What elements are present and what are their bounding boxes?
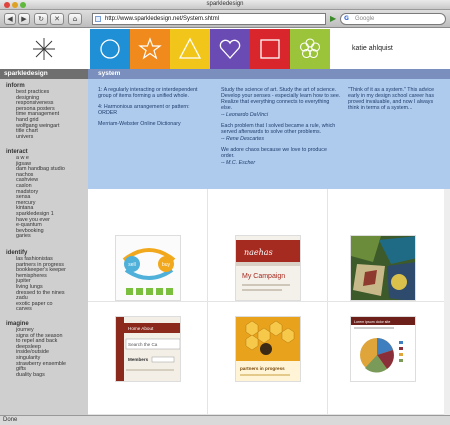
definition-2: 4: Harmonious arrangement or pattern: ORDER xyxy=(98,104,190,116)
cms-search-label: Search the Ca xyxy=(128,342,158,347)
flower-icon xyxy=(298,37,322,61)
stop-button[interactable]: ✕ xyxy=(50,13,64,25)
sidebar-link[interactable]: responsiveness xyxy=(16,100,54,107)
quote-descartes-author: -- Rene Descartes xyxy=(221,136,264,142)
sidebar-link[interactable]: designing xyxy=(16,94,40,101)
sidebar-link[interactable]: bookkeeper's keeper xyxy=(16,267,66,274)
sidebar-section-interact xyxy=(0,149,88,240)
sidebar-section-inform xyxy=(0,83,88,140)
circle-icon xyxy=(98,37,122,61)
sidebar-link[interactable]: signs of the season xyxy=(16,332,63,339)
sidebar-link[interactable]: inside/outside xyxy=(16,349,49,356)
sidebar-link[interactable]: zadu xyxy=(16,295,28,302)
sidebar-link[interactable]: living lungs xyxy=(16,283,43,290)
tile-circle[interactable] xyxy=(90,29,130,69)
sidebar-link[interactable]: time management xyxy=(16,111,60,118)
thumbnail-cms[interactable] xyxy=(115,316,181,382)
sidebar-link[interactable]: bevbooking xyxy=(16,227,44,234)
cms-members-label: Members xyxy=(128,357,149,362)
sidebar-link[interactable]: duality bags xyxy=(16,371,45,378)
asterisk-logo-icon xyxy=(0,29,88,69)
square-icon xyxy=(258,37,282,61)
quote-davinci: Study the science of art. Study the art of science. Develop your senses - especially learn how to see. Realize that everything connects to everything else. xyxy=(221,87,341,111)
portfolio-grid xyxy=(88,189,450,415)
sidebar-brand[interactable]: sparkledesign xyxy=(0,69,88,79)
page-scrollbar[interactable] xyxy=(444,189,450,415)
browser-toolbar xyxy=(0,10,450,28)
back-button[interactable]: ◀ xyxy=(4,13,16,25)
thumbnail-naehas[interactable] xyxy=(235,235,301,301)
report-title-label: Lorem ipsum dolor site xyxy=(354,320,391,324)
portfolio-item[interactable] xyxy=(328,302,448,415)
portfolio-item[interactable] xyxy=(208,302,328,415)
advice-column xyxy=(348,87,444,116)
sell-buy-app-image xyxy=(116,236,181,301)
quote-escher: We adore chaos because we love to produce order. xyxy=(221,147,327,159)
partners-label: partners in progress xyxy=(240,366,285,371)
definition-1: 1: A regularly interacting or interdependent group of items forming a unified whole. xyxy=(98,87,198,99)
sidebar-link[interactable]: hand grid xyxy=(16,116,39,123)
sidebar-link[interactable]: sparkledesign 1 xyxy=(16,210,54,217)
intro-panel xyxy=(88,79,450,189)
sidebar-link[interactable]: jigsaw xyxy=(16,160,31,167)
sidebar-link[interactable]: wolfgang weingart xyxy=(16,122,60,129)
sidebar-heading: identify xyxy=(6,250,28,256)
definition-source: Merriam-Webster Online Dictionary xyxy=(98,121,181,127)
forward-button[interactable]: ▶ xyxy=(18,13,30,25)
status-bar: Done xyxy=(0,415,450,425)
portfolio-item[interactable] xyxy=(88,189,208,302)
thumbnail-partners[interactable] xyxy=(235,316,301,382)
google-icon: G xyxy=(344,15,349,22)
tile-square[interactable] xyxy=(250,29,290,69)
sidebar-link[interactable]: kintana xyxy=(16,205,34,212)
cms-search-image xyxy=(116,317,181,382)
tile-flower[interactable] xyxy=(290,29,330,69)
home-button[interactable]: ⌂ xyxy=(68,13,82,25)
sidebar-link[interactable]: to repel and back xyxy=(16,338,58,345)
buy-label: buy xyxy=(161,262,171,268)
sidebar-link[interactable]: persona posters xyxy=(16,105,55,112)
sidebar-link[interactable]: hemispheres xyxy=(16,272,47,279)
sidebar-link[interactable]: gifts xyxy=(16,366,26,373)
sidebar-link[interactable]: deepsleep xyxy=(16,343,41,350)
quote-escher-author: -- M.C. Escher xyxy=(221,160,256,166)
sidebar-link[interactable]: singularity xyxy=(16,354,41,361)
advice-quote: "Think of it as a system." This advice early in my design school career has proved invaluable, and now I always think in terms of a system... xyxy=(348,87,435,111)
pie-chart-report-image xyxy=(351,317,416,382)
url-field[interactable]: http://www.sparkledesign.net/System.shtml xyxy=(92,13,326,25)
sidebar-link[interactable]: nachos xyxy=(16,171,34,178)
naehas-label: naehas xyxy=(244,248,273,257)
page-title: system xyxy=(88,69,450,79)
portfolio-item[interactable] xyxy=(328,189,448,302)
sidebar-link[interactable]: carves xyxy=(16,306,32,313)
triangle-icon xyxy=(178,37,202,61)
sidebar-link[interactable]: exotic paper co xyxy=(16,300,53,307)
search-field[interactable]: Google xyxy=(340,13,446,25)
site-favicon-icon xyxy=(95,16,101,22)
site-owner-name: katie ahlquist xyxy=(330,29,450,69)
quote-davinci-author: -- Leonardo DaVinci xyxy=(221,112,269,118)
window-title: sparkledesign xyxy=(206,1,244,7)
sidebar-link[interactable]: have you ever xyxy=(16,216,50,223)
sidebar-link[interactable]: partners in progress xyxy=(16,261,64,268)
portfolio-item[interactable] xyxy=(88,302,208,415)
thumbnail-report[interactable] xyxy=(350,316,416,382)
star-icon xyxy=(138,37,162,61)
sidebar-section-imagine xyxy=(0,321,88,378)
sidebar-link[interactable]: strawberry ensemble xyxy=(16,360,67,367)
sidebar-link[interactable]: dressed to the nines xyxy=(16,289,65,296)
sidebar-link[interactable]: garies xyxy=(16,233,31,240)
sidebar-heading: imagine xyxy=(6,321,29,327)
site-logo[interactable] xyxy=(0,29,88,69)
tile-star[interactable] xyxy=(130,29,170,69)
quotes-column xyxy=(221,87,341,171)
sidebar-link[interactable]: mercury xyxy=(16,199,36,206)
sidebar-link[interactable]: dam handbag studio xyxy=(16,166,65,173)
sidebar-section-identify xyxy=(0,250,88,313)
naehas-campaign-image xyxy=(236,236,301,301)
sidebar-link[interactable]: a w e xyxy=(16,155,29,161)
sidebar-link[interactable]: sensa xyxy=(16,194,31,201)
reload-button[interactable]: ↻ xyxy=(34,13,48,25)
thumbnail-sell-buy[interactable] xyxy=(115,235,181,301)
cms-nav-label: Home About xyxy=(128,326,154,331)
sidebar-link[interactable]: jupiter xyxy=(16,278,31,285)
quote-descartes: Each problem that I solved became a rule, which served afterwards to solve other problems. xyxy=(221,123,336,135)
thumbnail-collage[interactable] xyxy=(350,235,416,301)
sidebar-link[interactable]: title chart xyxy=(16,128,38,135)
partners-in-progress-image xyxy=(236,317,301,382)
heart-icon xyxy=(218,37,242,61)
sidebar-link[interactable]: best practices xyxy=(16,89,50,95)
sidebar-link[interactable]: las fashionistas xyxy=(16,256,53,262)
sidebar-heading: interact xyxy=(6,149,28,155)
portfolio-item[interactable] xyxy=(208,189,328,302)
sidebar-link[interactable]: univers xyxy=(16,133,34,140)
window-titlebar xyxy=(0,0,450,10)
sidebar-link[interactable]: journey xyxy=(16,327,34,333)
sidebar-link[interactable]: caslon xyxy=(16,182,32,189)
sidebar xyxy=(0,69,88,415)
sell-label: sell xyxy=(128,262,136,268)
campaign-label: My Campaign xyxy=(242,273,286,280)
sidebar-link[interactable]: madstory xyxy=(16,188,39,195)
sidebar-heading: inform xyxy=(6,83,25,89)
tile-heart[interactable] xyxy=(210,29,250,69)
definition-column xyxy=(98,87,203,132)
tile-triangle[interactable] xyxy=(170,29,210,69)
go-button[interactable]: ▶ xyxy=(330,14,337,23)
collage-image xyxy=(351,236,416,301)
sidebar-link[interactable]: cashview xyxy=(16,177,39,184)
sidebar-link[interactable]: e-quantum xyxy=(16,222,42,229)
